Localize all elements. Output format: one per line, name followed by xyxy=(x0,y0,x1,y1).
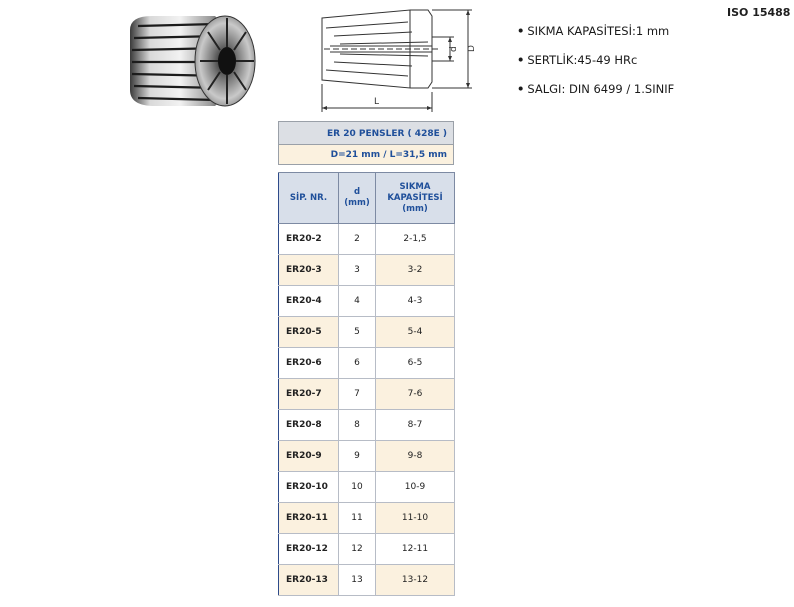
capacity-cell: 13-12 xyxy=(376,565,455,596)
diameter-cell: 4 xyxy=(339,286,376,317)
dim-D-label: D xyxy=(467,45,477,52)
order-no-cell: ER20-4 xyxy=(279,286,339,317)
diameter-cell: 12 xyxy=(339,534,376,565)
spec-item: • SERTLİK:45-49 HRc xyxy=(517,53,638,67)
order-no-cell: ER20-10 xyxy=(279,472,339,503)
order-no-cell: ER20-3 xyxy=(279,255,339,286)
diameter-cell: 11 xyxy=(339,503,376,534)
spec-item: • SIKMA KAPASİTESİ:1 mm xyxy=(517,24,670,38)
order-no-cell: ER20-12 xyxy=(279,534,339,565)
table-row xyxy=(279,565,455,596)
spec-text: SALGI: DIN 6499 / 1.SINIF xyxy=(527,82,675,96)
technical-drawing xyxy=(300,4,480,120)
spec-text: SERTLİK:45-49 HRc xyxy=(527,53,638,67)
collet-table xyxy=(278,121,454,596)
diameter-cell: 7 xyxy=(339,379,376,410)
table-row xyxy=(279,503,455,534)
order-no-cell: ER20-7 xyxy=(279,379,339,410)
order-no-cell: ER20-11 xyxy=(279,503,339,534)
capacity-cell: 5-4 xyxy=(376,317,455,348)
diameter-cell: 6 xyxy=(339,348,376,379)
table-header-row xyxy=(279,173,455,224)
spec-item: • SALGI: DIN 6499 / 1.SINIF xyxy=(517,82,675,96)
diameter-cell: 2 xyxy=(339,224,376,255)
capacity-cell: 6-5 xyxy=(376,348,455,379)
order-no-cell: ER20-2 xyxy=(279,224,339,255)
collet-photo xyxy=(120,10,260,116)
table-row xyxy=(279,441,455,472)
table-row xyxy=(279,379,455,410)
standard-label: ISO 15488 xyxy=(727,6,791,19)
capacity-cell: 10-9 xyxy=(376,472,455,503)
capacity-cell: 8-7 xyxy=(376,410,455,441)
table-row xyxy=(279,534,455,565)
col-capacity: SIKMA KAPASİTESİ (mm) xyxy=(376,173,455,224)
diameter-cell: 10 xyxy=(339,472,376,503)
order-no-cell: ER20-9 xyxy=(279,441,339,472)
table-row xyxy=(279,472,455,503)
diameter-cell: 3 xyxy=(339,255,376,286)
table-row xyxy=(279,286,455,317)
capacity-cell: 11-10 xyxy=(376,503,455,534)
diameter-cell: 8 xyxy=(339,410,376,441)
capacity-cell: 7-6 xyxy=(376,379,455,410)
spec-list xyxy=(517,20,674,107)
dim-L-label: L xyxy=(374,97,380,107)
table-row xyxy=(279,410,455,441)
capacity-cell: 12-11 xyxy=(376,534,455,565)
table-row xyxy=(279,317,455,348)
order-no-cell: ER20-13 xyxy=(279,565,339,596)
data-table xyxy=(278,172,455,596)
dim-d-label: d xyxy=(449,46,459,52)
diameter-cell: 9 xyxy=(339,441,376,472)
order-no-cell: ER20-8 xyxy=(279,410,339,441)
table-title: ER 20 PENSLER ( 428E ) xyxy=(278,121,454,145)
capacity-cell: 4-3 xyxy=(376,286,455,317)
capacity-cell: 3-2 xyxy=(376,255,455,286)
col-diameter: d (mm) xyxy=(339,173,376,224)
order-no-cell: ER20-5 xyxy=(279,317,339,348)
table-subtitle: D=21 mm / L=31,5 mm xyxy=(278,145,454,165)
table-row xyxy=(279,348,455,379)
capacity-cell: 9-8 xyxy=(376,441,455,472)
diameter-cell: 5 xyxy=(339,317,376,348)
table-row xyxy=(279,255,455,286)
diameter-cell: 13 xyxy=(339,565,376,596)
order-no-cell: ER20-6 xyxy=(279,348,339,379)
capacity-cell: 2-1,5 xyxy=(376,224,455,255)
col-order-no: SİP. NR. xyxy=(279,173,339,224)
spec-text: SIKMA KAPASİTESİ:1 mm xyxy=(527,24,670,38)
table-row xyxy=(279,224,455,255)
